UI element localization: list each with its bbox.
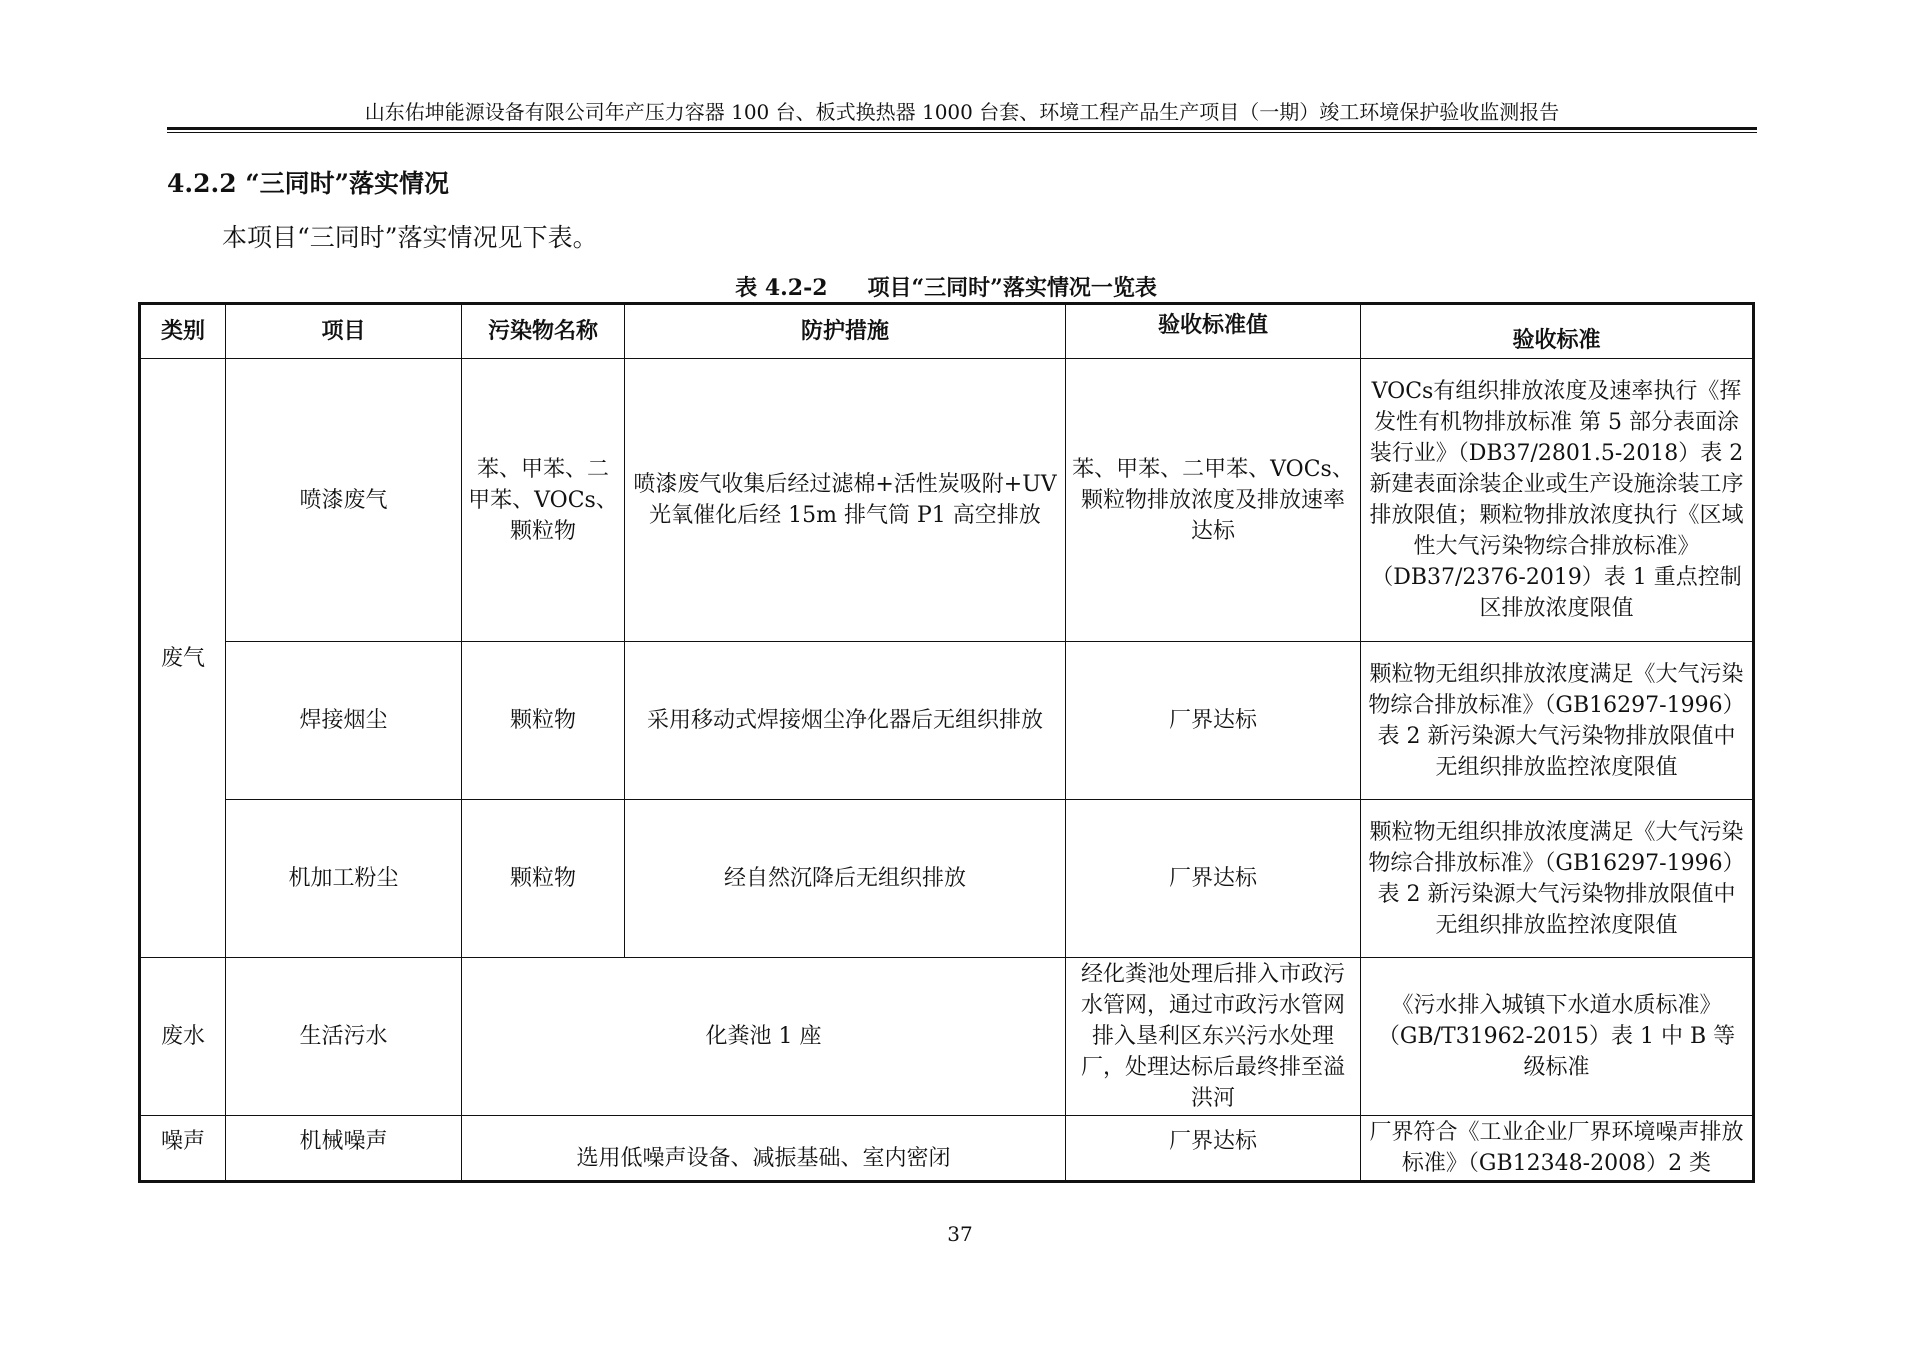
three-simultaneities-table bbox=[138, 302, 1755, 1183]
table-caption-number: 表 4.2-2 bbox=[735, 275, 828, 301]
standard-cell: 颗粒物无组织排放浓度满足《大气污染物综合排放标准》（GB16297-1996）表 2 新污染源大气污染物排放限值中无组织排放监控浓度限值 bbox=[1361, 800, 1754, 958]
header-limit: 验收标准值 bbox=[1066, 304, 1361, 359]
table-row bbox=[140, 958, 1754, 1116]
limit-cell: 经化粪池处理后排入市政污水管网，通过市政污水管网排入垦利区东兴污水处理厂，处理达标后最终排至溢洪河 bbox=[1066, 958, 1361, 1116]
table-row bbox=[140, 642, 1754, 800]
measure-cell: 经自然沉降后无组织排放 bbox=[625, 800, 1066, 958]
section-heading: 4.2.2 “三同时”落实情况 bbox=[167, 169, 450, 198]
category-cell: 废气 bbox=[140, 359, 226, 958]
header-pollutant: 污染物名称 bbox=[462, 304, 625, 359]
pollutant-cell: 颗粒物 bbox=[462, 642, 625, 800]
item-cell: 生活污水 bbox=[226, 958, 462, 1116]
header-rule-thick bbox=[167, 127, 1757, 130]
standard-cell: VOCs有组织排放浓度及速率执行《挥发性有机物排放标准 第 5 部分表面涂装行业》（DB37/2801.5-2018）表 2 新建表面涂装企业或生产设施涂装工序排放限值；颗粒物排放浓度执行《区域性大气污染物综合排放标准》（DB37/2376-2019）表 1 重点控制区排放浓度限值 bbox=[1361, 359, 1754, 642]
item-cell: 机加工粉尘 bbox=[226, 800, 462, 958]
standard-cell: 《污水排入城镇下水道水质标准》（GB/T31962-2015）表 1 中 B 等级标准 bbox=[1361, 958, 1754, 1116]
limit-cell: 厂界达标 bbox=[1066, 1116, 1361, 1182]
pollutant-cell: 颗粒物 bbox=[462, 800, 625, 958]
table-row bbox=[140, 800, 1754, 958]
header-standard: 验收标准 bbox=[1361, 304, 1754, 359]
document-header: 山东佑坤能源设备有限公司年产压力容器 100 台、板式换热器 1000 台套、环境工程产品生产项目（一期）竣工环境保护验收监测报告 bbox=[364, 100, 1560, 124]
category-cell: 噪声 bbox=[140, 1116, 226, 1182]
table-caption-title: 项目“三同时”落实情况一览表 bbox=[867, 275, 1157, 301]
measure-cell: 化粪池 1 座 bbox=[462, 958, 1066, 1116]
measure-cell: 选用低噪声设备、减振基础、室内密闭 bbox=[462, 1116, 1066, 1182]
limit-cell: 厂界达标 bbox=[1066, 642, 1361, 800]
table-row bbox=[140, 359, 1754, 642]
measure-cell: 喷漆废气收集后经过滤棉+活性炭吸附+UV 光氧催化后经 15m 排气筒 P1 高空排放 bbox=[625, 359, 1066, 642]
header-category: 类别 bbox=[140, 304, 226, 359]
header-measure: 防护措施 bbox=[625, 304, 1066, 359]
header-rule-thin bbox=[167, 132, 1757, 133]
item-cell: 机械噪声 bbox=[226, 1116, 462, 1182]
table-caption bbox=[140, 271, 1752, 302]
measure-cell: 采用移动式焊接烟尘净化器后无组织排放 bbox=[625, 642, 1066, 800]
item-cell: 喷漆废气 bbox=[226, 359, 462, 642]
table-row bbox=[140, 1116, 1754, 1182]
header-item: 项目 bbox=[226, 304, 462, 359]
intro-paragraph: 本项目“三同时”落实情况见下表。 bbox=[222, 223, 598, 252]
limit-cell: 苯、甲苯、二甲苯、VOCs、颗粒物排放浓度及排放速率达标 bbox=[1066, 359, 1361, 642]
standard-cell: 颗粒物无组织排放浓度满足《大气污染物综合排放标准》（GB16297-1996）表 2 新污染源大气污染物排放限值中无组织排放监控浓度限值 bbox=[1361, 642, 1754, 800]
table-header-row bbox=[140, 304, 1754, 359]
page-number: 37 bbox=[947, 1222, 973, 1246]
category-cell: 废水 bbox=[140, 958, 226, 1116]
limit-cell: 厂界达标 bbox=[1066, 800, 1361, 958]
item-cell: 焊接烟尘 bbox=[226, 642, 462, 800]
standard-cell: 厂界符合《工业企业厂界环境噪声排放标准》（GB12348-2008）2 类 bbox=[1361, 1116, 1754, 1182]
pollutant-cell: 苯、甲苯、二甲苯、VOCs、颗粒物 bbox=[462, 359, 625, 642]
